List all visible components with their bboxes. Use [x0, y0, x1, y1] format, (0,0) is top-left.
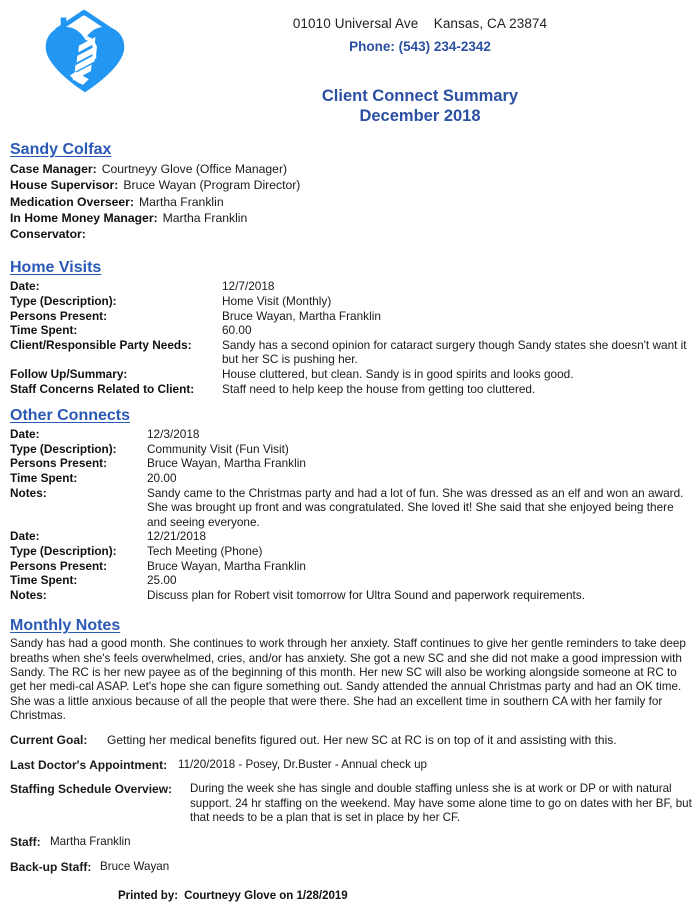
- field-label: Date:: [10, 427, 40, 442]
- organization-contact: [200, 16, 640, 54]
- field-label: Persons Present:: [10, 308, 108, 323]
- home-visits-heading: Home Visits: [10, 259, 102, 277]
- backup-staff-field: [0, 860, 694, 875]
- field-value: Tech Meeting (Phone): [147, 543, 263, 558]
- other-connect-row-persons-present-1: [10, 456, 694, 471]
- client-info-list: [0, 161, 694, 242]
- other-connect-row-notes-1: [10, 486, 694, 530]
- field-value: Martha Franklin: [138, 194, 224, 209]
- field-value: 11/20/2018 - Posey, Dr.Buster - Annual check up: [178, 757, 427, 771]
- heart-house-hands-logo-icon: [38, 10, 132, 96]
- field-value: Bruce Wayan, Martha Franklin: [147, 558, 306, 573]
- printed-by-label: Printed by:: [118, 890, 179, 903]
- home-visit-row-time-spent: [10, 323, 694, 338]
- other-connect-row-notes-2: [10, 588, 694, 603]
- other-connect-row-persons-present-2: [10, 559, 694, 574]
- current-goal-field: [0, 733, 694, 748]
- field-value: 12/7/2018: [222, 279, 275, 294]
- client-field-case-manager: [10, 161, 694, 177]
- field-value: Bruce Wayan: [100, 859, 170, 873]
- field-label: Time Spent:: [10, 323, 78, 338]
- field-label: Persons Present:: [10, 558, 108, 573]
- printed-by-footer: [0, 890, 694, 902]
- field-value: Getting her medical benefits figured out. Her new SC at RC is on top of it and assisting with this.: [107, 733, 617, 748]
- home-visit-row-client-needs: [10, 338, 694, 367]
- other-connect-row-date-1: [10, 427, 694, 442]
- document-title-block: [200, 86, 640, 126]
- phone-line: Phone: (543) 234-2342: [349, 39, 491, 54]
- monthly-notes-heading: Monthly Notes: [10, 617, 121, 635]
- field-label: Type (Description):: [10, 441, 117, 456]
- field-label: Staffing Schedule Overview:: [10, 782, 173, 797]
- staffing-schedule-overview-field: [0, 782, 694, 825]
- field-label: Follow Up/Summary:: [10, 367, 128, 382]
- field-label: Persons Present:: [10, 456, 108, 471]
- client-section: [0, 140, 694, 159]
- field-label: Medication Overseer:: [10, 194, 134, 209]
- field-value: Sandy has a second opinion for cataract surgery though Sandy states she doesn't want it but her SC is pushing her.: [222, 337, 687, 367]
- printed-by-value: Courtneyy Glove on 1/28/2019: [184, 890, 348, 903]
- field-value: Discuss plan for Robert visit tomorrow for Ultra Sound and paperwork requirements.: [147, 587, 585, 602]
- field-value: 12/3/2018: [147, 427, 200, 442]
- other-connect-row-type-2: [10, 544, 694, 559]
- field-label: Staff:: [10, 835, 41, 850]
- field-label: Date:: [10, 529, 40, 544]
- field-label: Client/Responsible Party Needs:: [10, 337, 192, 352]
- home-visit-row-date: [10, 279, 694, 294]
- other-connect-row-date-2: [10, 529, 694, 544]
- client-field-house-supervisor: [10, 177, 694, 193]
- field-value: Sandy came to the Christmas party and had a lot of fun. She was dressed as an elf and won an award. She was brought up front and was congratulated. She loved it! She said that she enjoyed being there and seeing everyone.: [147, 485, 684, 529]
- home-visit-row-staff-concerns: [10, 382, 694, 397]
- field-value: Bruce Wayan, Martha Franklin: [147, 456, 306, 471]
- field-label: In Home Money Manager:: [10, 210, 158, 225]
- other-connect-row-time-spent-1: [10, 471, 694, 486]
- field-value: Staff need to help keep the house from getting too cluttered.: [222, 381, 536, 396]
- field-value: House cluttered, but clean. Sandy is in good spirits and looks good.: [222, 367, 574, 382]
- home-visit-row-follow-up: [10, 367, 694, 382]
- field-value: Bruce Wayan, Martha Franklin: [222, 308, 381, 323]
- field-label: Case Manager:: [10, 162, 97, 176]
- client-field-in-home-money-manager: [10, 210, 694, 226]
- field-label: Last Doctor's Appointment:: [10, 757, 168, 772]
- monthly-notes-body: [0, 637, 694, 723]
- field-label: Current Goal:: [10, 733, 88, 748]
- other-connects-section-header: [0, 406, 694, 425]
- field-value: Bruce Wayan (Program Director): [123, 178, 301, 193]
- home-visits-list: [0, 279, 694, 396]
- field-value: Martha Franklin: [50, 835, 131, 849]
- field-label: Type (Description):: [10, 543, 117, 558]
- field-value: Martha Franklin: [162, 210, 248, 225]
- page-subtitle: December 2018: [359, 107, 481, 125]
- client-name-heading: Sandy Colfax: [10, 141, 112, 158]
- home-visit-row-persons-present: [10, 309, 694, 324]
- field-value: During the week she has single and double staffing unless she is at work or DP or with natural support. 24 hr staffing on the weekend. May have some alone time to go on dates with her BF, but that needs to be a plan that is set in place by her CF.: [190, 782, 692, 824]
- field-value: Home Visit (Monthly): [222, 294, 332, 309]
- other-connect-row-time-spent-2: [10, 573, 694, 588]
- other-connects-heading: Other Connects: [10, 407, 131, 425]
- home-visits-section-header: [0, 258, 694, 277]
- home-visit-row-type: [10, 294, 694, 309]
- field-label: Conservator:: [10, 227, 86, 242]
- field-value: 12/21/2018: [147, 529, 207, 544]
- field-label: Staff Concerns Related to Client:: [10, 381, 195, 396]
- page-title: Client Connect Summary: [321, 87, 519, 105]
- field-label: Type (Description):: [10, 294, 117, 309]
- monthly-notes-paragraph: Sandy has had a good month. She continues to work through her anxiety. Staff continues to give her gentle reminders to take deep breaths when she's feels overwhelmed, cries, and/or has anxiety. She got a new SC and she did not make a good impression with Sandy. The RC is her new payee as of the beginning of this month. Her new SC will also be working alongside someone at RC to get her medi-cal ASAP. Let's hope she can figure something out. Sandy attended the annual Christmas party and had an OK time. She was a little anxious because of all the people that were there. She had an excellent time in southern CA with her family for Christmas.: [10, 637, 686, 722]
- field-label: Back-up Staff:: [10, 859, 92, 874]
- field-value: Community Visit (Fun Visit): [147, 441, 289, 456]
- field-value: Courtneyy Glove (Office Manager): [101, 162, 288, 176]
- field-label: House Supervisor:: [10, 178, 119, 193]
- client-field-medication-overseer: [10, 194, 694, 210]
- field-value: 60.00: [222, 323, 252, 338]
- field-value: 25.00: [147, 573, 177, 588]
- staff-field: [0, 835, 694, 850]
- client-field-conservator: [10, 226, 694, 242]
- other-connects-list: [0, 427, 694, 602]
- field-value: 20.00: [147, 471, 177, 486]
- field-label: Date:: [10, 279, 40, 294]
- field-label: Time Spent:: [10, 471, 78, 486]
- field-label: Notes:: [10, 485, 47, 500]
- other-connect-row-type-1: [10, 442, 694, 457]
- monthly-notes-section-header: [0, 616, 694, 635]
- address-line: 01010 Universal Ave Kansas, CA 23874: [292, 16, 548, 31]
- field-label: Time Spent:: [10, 573, 78, 588]
- last-doctors-appointment-field: [0, 758, 694, 773]
- document-header: [0, 0, 694, 140]
- field-label: Notes:: [10, 587, 47, 602]
